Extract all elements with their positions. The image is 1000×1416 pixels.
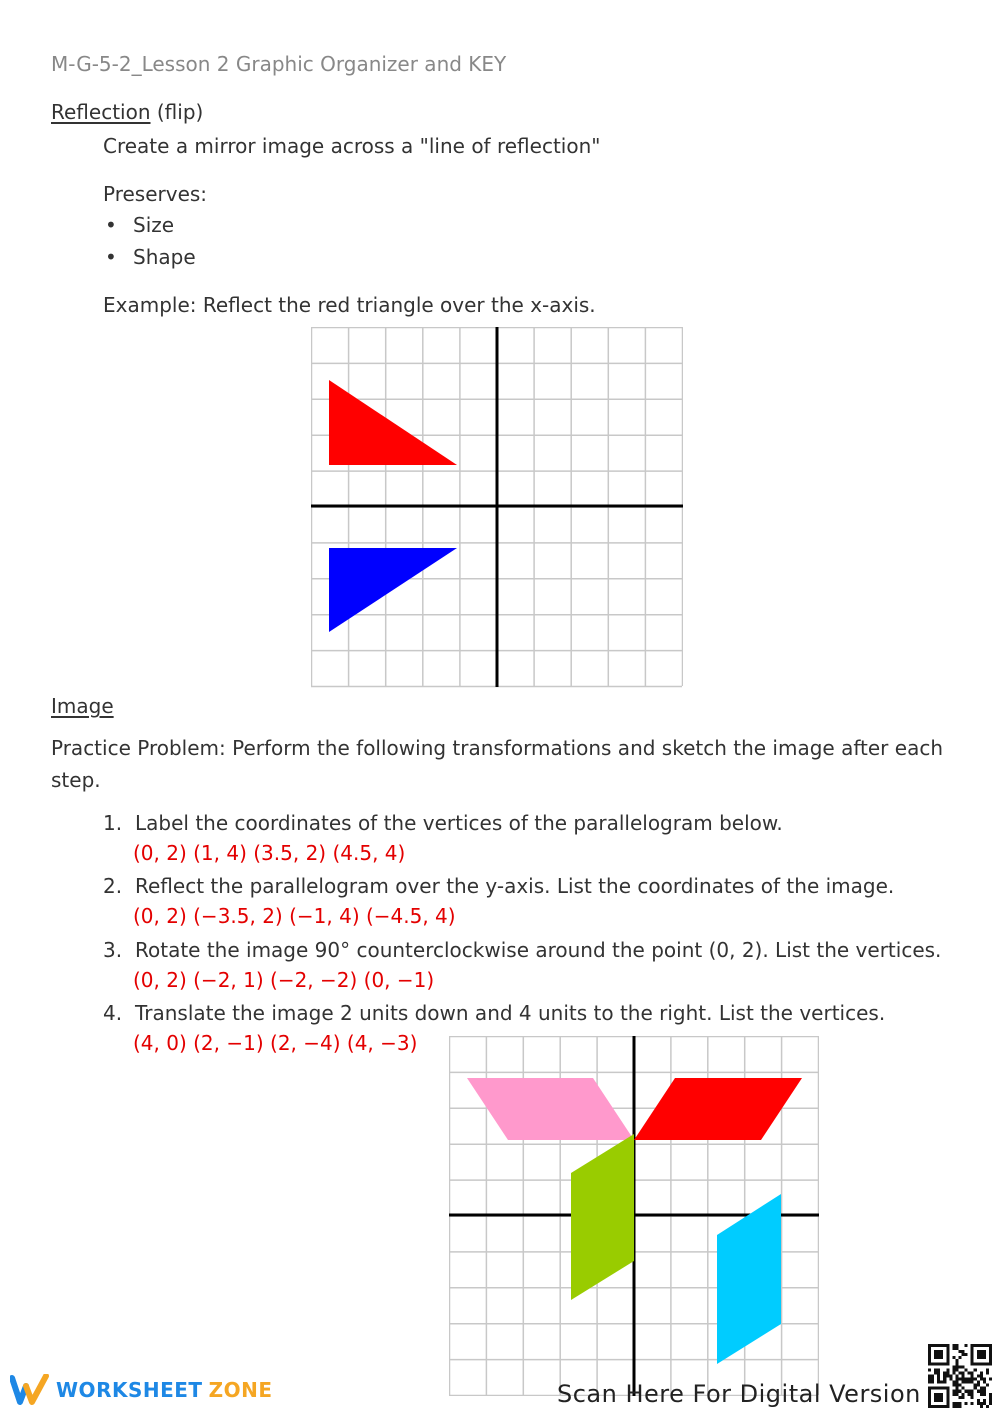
worksheetzone-logo[interactable] bbox=[10, 1374, 272, 1406]
step-1-text: Label the coordinates of the vertices of the parallelogram below. bbox=[135, 811, 783, 835]
step-4-answer: (4, 0) (2, −1) (2, −4) (4, −3) bbox=[133, 1031, 418, 1055]
step-2-text: Reflect the parallelogram over the y-axis. List the coordinates of the image. bbox=[135, 874, 895, 898]
reflection-grid bbox=[311, 327, 683, 688]
preserves-item-size: • Size bbox=[133, 213, 174, 237]
image-heading-text: Image bbox=[51, 694, 114, 718]
page-header: M-G-5-2_Lesson 2 Graphic Organizer and KEY bbox=[51, 52, 507, 76]
reflection-definition: Create a mirror image across a "line of reflection" bbox=[103, 134, 601, 158]
rotated-parallelogram bbox=[571, 1134, 634, 1300]
step-1-answer: (0, 2) (1, 4) (3.5, 2) (4.5, 4) bbox=[133, 841, 406, 865]
practice-intro-line2: step. bbox=[51, 768, 101, 792]
brand-text-left: WORKSHEET bbox=[56, 1378, 203, 1402]
step-2-number: 2. bbox=[103, 874, 123, 898]
reflection-subtitle: (flip) bbox=[156, 100, 204, 124]
step-3-answer: (0, 2) (−2, 1) (−2, −2) (0, −1) bbox=[133, 968, 435, 992]
reflection-example: Example: Reflect the red triangle over the x-axis. bbox=[103, 293, 596, 317]
step-3-text: Rotate the image 90° counterclockwise around the point (0, 2). List the vertices. bbox=[135, 938, 942, 962]
translated-parallelogram bbox=[717, 1194, 781, 1364]
step-3-number: 3. bbox=[103, 938, 123, 962]
step-4-number: 4. bbox=[103, 1001, 123, 1025]
original-parallelogram bbox=[634, 1078, 802, 1140]
scan-instruction: Scan Here For Digital Version bbox=[557, 1380, 921, 1408]
image-heading bbox=[51, 694, 114, 718]
reflection-title: Reflection bbox=[51, 100, 151, 124]
practice-grid bbox=[449, 1036, 819, 1396]
preserves-item-shape: • Shape bbox=[133, 245, 196, 269]
step-4-text: Translate the image 2 units down and 4 units to the right. List the vertices. bbox=[135, 1001, 886, 1025]
brand-text-right: ZONE bbox=[208, 1378, 273, 1402]
reflected-parallelogram bbox=[467, 1078, 634, 1140]
qr-code-icon[interactable] bbox=[928, 1344, 992, 1408]
reflection-heading bbox=[51, 100, 203, 124]
step-1-number: 1. bbox=[103, 811, 123, 835]
step-2-answer: (0, 2) (−3.5, 2) (−1, 4) (−4.5, 4) bbox=[133, 904, 456, 928]
worksheetzone-w-icon bbox=[10, 1374, 50, 1406]
preserves-label: Preserves: bbox=[103, 182, 208, 206]
practice-intro-line1: Practice Problem: Perform the following transformations and sketch the image after each bbox=[51, 736, 943, 760]
